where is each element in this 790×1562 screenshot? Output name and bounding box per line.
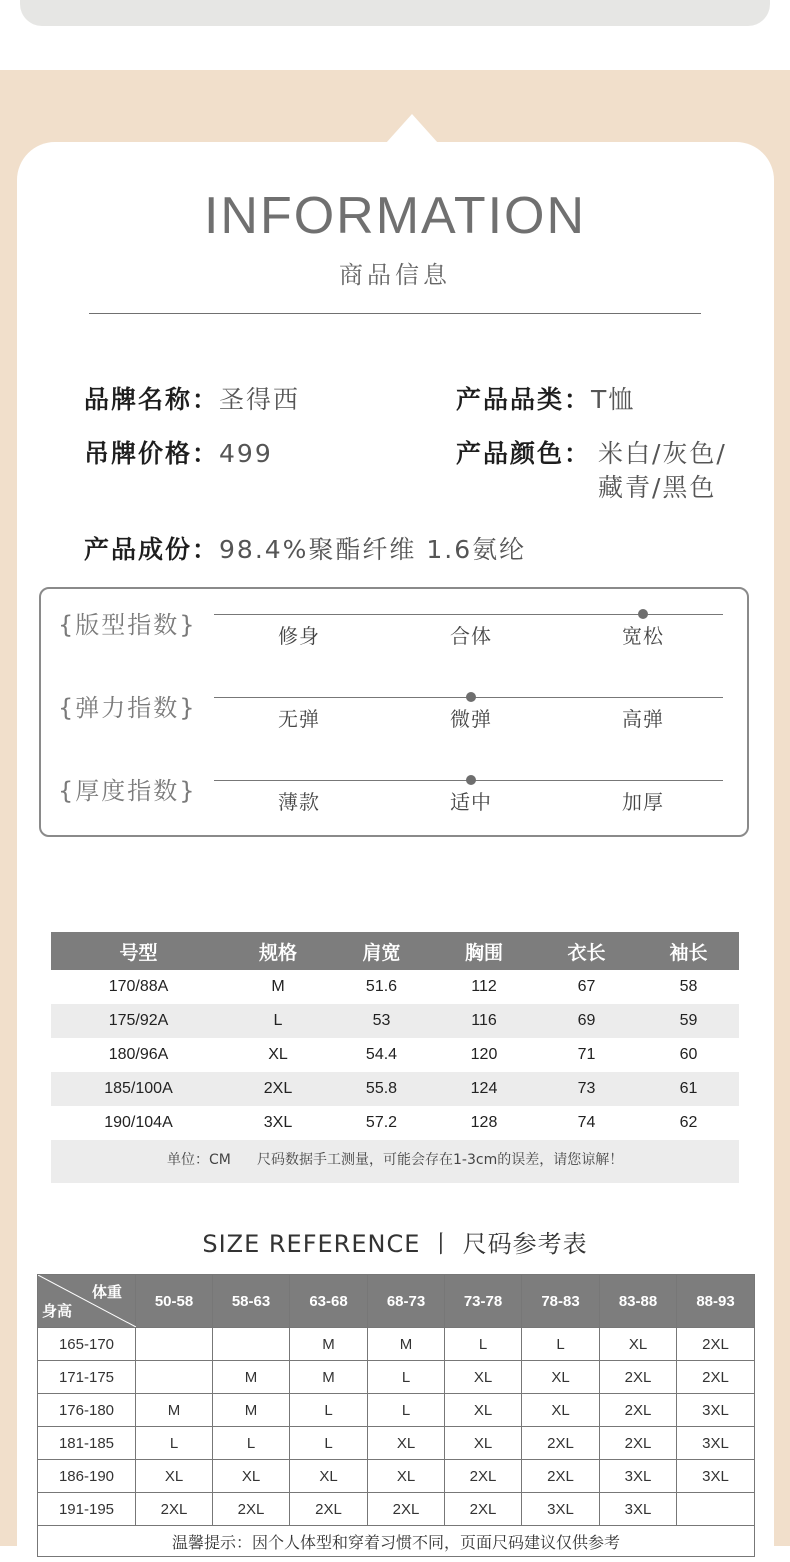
attr-price-value: 499 xyxy=(219,439,273,468)
height-cell: 186-190 xyxy=(38,1460,136,1493)
table-cell: 124 xyxy=(433,1072,535,1106)
table-cell xyxy=(677,1493,755,1526)
table-cell xyxy=(136,1361,213,1394)
attr-color-label: 产品颜色： xyxy=(456,439,592,468)
table-cell: 3XL xyxy=(677,1394,755,1427)
table-cell: 190/104A xyxy=(104,1114,173,1131)
weight-header: 73-78 xyxy=(445,1275,522,1328)
table-row xyxy=(51,1038,739,1072)
table-cell: 2XL xyxy=(600,1394,677,1427)
table-cell: XL xyxy=(368,1427,445,1460)
table-cell: XL xyxy=(600,1328,677,1361)
weight-header: 63-68 xyxy=(290,1275,368,1328)
table-cell: XL xyxy=(136,1460,213,1493)
table-cell: 185/100A xyxy=(51,1072,226,1106)
table-cell: 2XL xyxy=(226,1072,330,1106)
table-row xyxy=(51,970,739,1004)
table-cell: 3XL xyxy=(522,1493,600,1526)
size-reference-table xyxy=(37,1274,755,1557)
attr-composition-label: 产品成份： xyxy=(84,535,220,564)
table-cell: 2XL xyxy=(677,1328,755,1361)
size-unit: 单位：CM xyxy=(167,1152,231,1168)
index-option: 无弹 xyxy=(278,707,320,731)
table-cell: XL xyxy=(445,1361,522,1394)
table-cell: XL xyxy=(445,1394,522,1427)
table-cell: 180/96A xyxy=(108,1046,169,1063)
index-label-fit: {版型指数} xyxy=(58,611,197,639)
attr-color-value-line2: 藏青/黑色 xyxy=(598,473,717,502)
height-cell: 171-175 xyxy=(38,1361,136,1394)
table-row xyxy=(38,1460,755,1493)
table-cell: 60 xyxy=(679,1046,698,1063)
weight-header: 83-88 xyxy=(600,1275,677,1328)
table-cell: XL xyxy=(368,1460,445,1493)
table-cell: M xyxy=(271,978,285,995)
table-row xyxy=(38,1328,755,1361)
title-divider xyxy=(89,313,701,314)
index-label-stretch: {弹力指数} xyxy=(58,694,197,722)
table-cell: L xyxy=(226,1004,330,1038)
table-cell: 3XL xyxy=(600,1460,677,1493)
table-cell: M xyxy=(290,1361,368,1394)
table-cell: 175/92A xyxy=(51,1004,226,1038)
table-cell: 54.4 xyxy=(365,1046,398,1063)
index-option: 薄款 xyxy=(278,790,320,814)
table-cell: 112 xyxy=(471,978,497,995)
size-note xyxy=(51,1140,739,1183)
attr-brand-value: 圣得西 xyxy=(219,385,301,414)
table-cell: L xyxy=(368,1361,445,1394)
table-cell: 2XL xyxy=(522,1427,600,1460)
table-cell: 71 xyxy=(577,1046,596,1063)
index-marker-stretch xyxy=(466,692,476,702)
ref-tip-row xyxy=(38,1526,755,1557)
section-title: INFORMATION xyxy=(203,187,587,245)
index-label-thickness: {厚度指数} xyxy=(58,777,197,805)
table-cell: 2XL xyxy=(136,1493,213,1526)
table-cell: 67 xyxy=(577,978,596,995)
attr-composition-value: 98.4%聚酯纤维 1.6氨纶 xyxy=(219,535,527,564)
ref-header-row xyxy=(38,1275,755,1328)
attr-brand-label: 品牌名称： xyxy=(84,385,220,414)
weight-header: 58-63 xyxy=(213,1275,290,1328)
height-cell: 165-170 xyxy=(38,1328,136,1361)
table-row xyxy=(51,1004,739,1038)
table-cell: XL xyxy=(268,1046,288,1063)
index-marker-thickness xyxy=(466,775,476,785)
size-header-cell: 号型 xyxy=(51,932,226,970)
table-row xyxy=(38,1361,755,1394)
table-cell: 73 xyxy=(535,1072,638,1106)
height-cell: 181-185 xyxy=(38,1427,136,1460)
index-option: 高弹 xyxy=(622,707,664,731)
size-header-cell: 衣长 xyxy=(535,932,638,970)
table-cell: 53 xyxy=(330,1004,433,1038)
table-cell: 2XL xyxy=(213,1493,290,1526)
size-header-cell: 规格 xyxy=(226,932,330,970)
table-row xyxy=(51,1106,739,1140)
size-disclaimer: 尺码数据手工测量，可能会存在1-3cm的误差，请您谅解！ xyxy=(257,1152,624,1168)
table-cell: L xyxy=(136,1427,213,1460)
table-cell: L xyxy=(522,1328,600,1361)
attr-color-value-line1: 米白/灰色/ xyxy=(598,439,727,468)
table-cell: 3XL xyxy=(677,1460,755,1493)
table-cell: M xyxy=(290,1328,368,1361)
attr-price-label: 吊牌价格： xyxy=(84,439,220,468)
corner-height-label: 身高 xyxy=(42,1303,73,1320)
attr-color xyxy=(456,437,746,507)
attr-category-label: 产品品类： xyxy=(456,385,592,414)
table-cell: XL xyxy=(213,1460,290,1493)
table-cell xyxy=(136,1328,213,1361)
table-cell: 55.8 xyxy=(330,1072,433,1106)
table-cell: M xyxy=(136,1394,213,1427)
corner-weight-label: 体重 xyxy=(91,1284,122,1301)
size-header-cell: 肩宽 xyxy=(330,932,433,970)
table-cell: 2XL xyxy=(445,1460,522,1493)
table-row xyxy=(38,1493,755,1526)
table-cell: 2XL xyxy=(600,1427,677,1460)
table-cell: XL xyxy=(522,1361,600,1394)
table-cell: 69 xyxy=(535,1004,638,1038)
table-cell: 74 xyxy=(577,1114,596,1131)
height-cell: 176-180 xyxy=(38,1394,136,1427)
table-cell: 62 xyxy=(679,1114,698,1131)
index-option: 适中 xyxy=(450,790,492,814)
size-header-cell: 袖长 xyxy=(638,932,739,970)
height-cell: 191-195 xyxy=(38,1493,136,1526)
table-cell: 61 xyxy=(638,1072,739,1106)
table-cell: 59 xyxy=(638,1004,739,1038)
table-cell: L xyxy=(290,1427,368,1460)
attr-category-value: T恤 xyxy=(591,385,636,414)
index-option: 修身 xyxy=(278,624,320,648)
table-cell: L xyxy=(368,1394,445,1427)
table-cell: 2XL xyxy=(522,1460,600,1493)
table-cell: 170/88A xyxy=(108,978,169,995)
table-cell: 51.6 xyxy=(365,978,398,995)
section-subtitle: 商品信息 xyxy=(339,261,451,289)
attr-price xyxy=(84,437,273,471)
table-cell: L xyxy=(290,1394,368,1427)
table-cell: 57.2 xyxy=(365,1114,398,1131)
table-cell: 3XL xyxy=(677,1427,755,1460)
top-banner-remnant xyxy=(20,0,770,26)
table-cell: 3XL xyxy=(263,1114,293,1131)
table-cell: L xyxy=(445,1328,522,1361)
weight-header: 68-73 xyxy=(368,1275,445,1328)
table-cell: 3XL xyxy=(600,1493,677,1526)
table-cell: M xyxy=(213,1394,290,1427)
index-option: 微弹 xyxy=(450,707,492,731)
size-reference-tip: 温馨提示：因个人体型和穿着习惯不同，页面尺码建议仅供参考 xyxy=(38,1526,755,1557)
size-table xyxy=(51,932,739,1140)
index-marker-fit xyxy=(638,609,648,619)
table-cell: XL xyxy=(445,1427,522,1460)
table-row xyxy=(38,1427,755,1460)
weight-header: 88-93 xyxy=(677,1275,755,1328)
size-reference-title: SIZE REFERENCE 丨 尺码参考表 xyxy=(202,1230,588,1258)
table-cell: M xyxy=(368,1328,445,1361)
table-cell xyxy=(213,1328,290,1361)
size-table-header xyxy=(51,932,739,970)
table-row xyxy=(51,1072,739,1106)
table-cell: 2XL xyxy=(677,1361,755,1394)
table-cell: XL xyxy=(522,1394,600,1427)
table-cell: 2XL xyxy=(445,1493,522,1526)
attr-brand xyxy=(84,383,300,417)
weight-header: 78-83 xyxy=(522,1275,600,1328)
table-cell: 128 xyxy=(470,1114,498,1131)
index-option: 加厚 xyxy=(622,790,664,814)
table-cell: XL xyxy=(290,1460,368,1493)
index-option: 宽松 xyxy=(622,624,664,648)
card-notch xyxy=(386,114,438,143)
table-cell: 116 xyxy=(433,1004,535,1038)
ref-corner-cell xyxy=(38,1275,136,1328)
table-cell: 120 xyxy=(470,1046,498,1063)
table-cell: L xyxy=(213,1427,290,1460)
size-header-cell: 胸围 xyxy=(433,932,535,970)
attr-category xyxy=(456,383,635,417)
table-cell: 2XL xyxy=(290,1493,368,1526)
table-row xyxy=(38,1394,755,1427)
weight-header: 50-58 xyxy=(136,1275,213,1328)
table-cell: 58 xyxy=(679,978,698,995)
table-cell: 2XL xyxy=(368,1493,445,1526)
attr-composition xyxy=(84,533,526,567)
table-cell: M xyxy=(213,1361,290,1394)
table-cell: 2XL xyxy=(600,1361,677,1394)
index-option: 合体 xyxy=(450,624,492,648)
